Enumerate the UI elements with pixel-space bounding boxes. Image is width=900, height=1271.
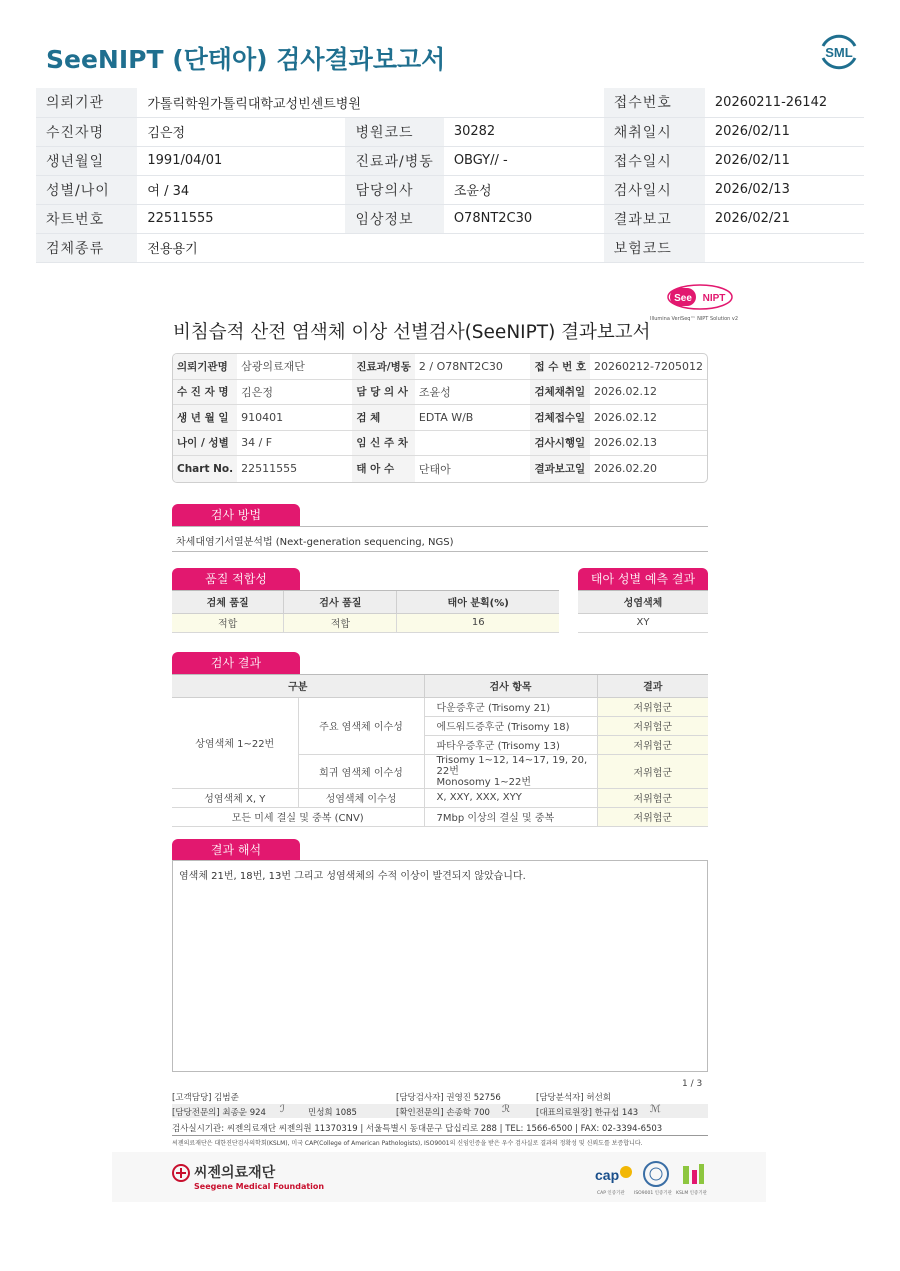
info-label: 보험코드 xyxy=(604,233,705,262)
embedded-label: 임 신 주 차 xyxy=(352,431,415,457)
embedded-value: 조윤성 xyxy=(415,380,531,406)
report-title: SeeNIPT (단태아) 검사결과보고서 xyxy=(46,45,446,74)
cap-logo-icon xyxy=(593,1160,633,1188)
result-group: 모든 미세 결실 및 중복 (CNV) xyxy=(172,807,424,826)
signature-mark: ℛ xyxy=(502,1104,510,1115)
result-section-tag: 검사 결과 xyxy=(172,652,300,674)
result-table xyxy=(172,675,708,827)
quality-section-tag: 품질 적합성 xyxy=(172,568,300,590)
info-label: 수진자명 xyxy=(36,117,137,146)
svg-text:cap: cap xyxy=(595,1167,620,1183)
info-value: 1991/04/01 xyxy=(137,146,345,175)
embedded-label: 의뢰기관명 xyxy=(173,354,237,380)
divider xyxy=(172,1135,708,1136)
info-value: O78NT2C30 xyxy=(444,204,604,233)
embedded-label: 진료과/병동 xyxy=(352,354,415,380)
result-group: 상염색체 1~22번 xyxy=(172,697,298,788)
divider xyxy=(172,526,708,527)
result-value: 저위험군 xyxy=(597,754,708,788)
result-subgroup: 성염색체 이수성 xyxy=(298,788,424,807)
embedded-label: 생 년 월 일 xyxy=(173,405,237,431)
info-label: 생년월일 xyxy=(36,146,137,175)
result-value: 저위험군 xyxy=(597,807,708,826)
iso-seal-icon xyxy=(642,1160,670,1188)
embedded-label: 결과보고일 xyxy=(530,456,590,482)
sex-header: 성염색체 xyxy=(578,591,708,613)
embedded-label: 접 수 번 호 xyxy=(530,354,590,380)
info-label: 성별/나이 xyxy=(36,175,137,204)
sex-table xyxy=(578,591,708,633)
disclaimer-text: 씨젠의료재단은 대한진단검사의학회(KSLM), 미국 CAP(College of American Pathologists), ISO9001의 신임인증을 받은 우수 검사실로 결과의 정확성 및 신뢰도를 보증합니다. xyxy=(172,1140,643,1147)
result-item xyxy=(424,754,597,788)
info-label: 차트번호 xyxy=(36,204,137,233)
result-value: 저위험군 xyxy=(597,697,708,716)
footer-text: [담당검사자] 권영진 52756 xyxy=(396,1093,501,1103)
info-label: 검사일시 xyxy=(604,175,705,204)
embedded-report-title: 비침습적 산전 염색체 이상 선별검사(SeeNIPT) 결과보고서 xyxy=(173,322,651,343)
footer-text: [담당분석자] 허선회 xyxy=(536,1093,612,1103)
info-label: 진료과/병동 xyxy=(345,146,443,175)
sex-value: XY xyxy=(578,613,708,632)
result-item: 다운증후군 (Trisomy 21) xyxy=(424,697,597,716)
info-value: 가톨릭학원가톨릭대학교성빈센트병원 xyxy=(137,88,603,117)
interpretation-text: 염색체 21번, 18번, 13번 그리고 성염색체의 수적 이상이 발견되지 않았습니다. xyxy=(179,871,526,882)
footer-row xyxy=(172,1091,708,1103)
embedded-value: 34 / F xyxy=(237,431,352,457)
cert-caption: CAP 인증기관 xyxy=(597,1191,625,1196)
iso-certification xyxy=(634,1160,672,1196)
kslm-certification xyxy=(676,1160,708,1196)
interp-section-tag: 결과 해석 xyxy=(172,839,300,861)
info-value: 여 / 34 xyxy=(137,175,345,204)
embedded-label: 담 당 의 사 xyxy=(352,380,415,406)
info-label: 검체종류 xyxy=(36,233,137,262)
info-label: 채취일시 xyxy=(604,117,705,146)
result-header: 검사 항목 xyxy=(424,675,597,697)
seenipt-logo xyxy=(666,283,734,311)
cert-caption: ISO9001 인증기관 xyxy=(634,1191,672,1196)
footer-row xyxy=(172,1122,708,1134)
embedded-label: 태 아 수 xyxy=(352,456,415,482)
embedded-value: 22511555 xyxy=(241,462,298,476)
quality-value: 적합 xyxy=(284,613,397,632)
info-value: 2026/02/11 xyxy=(705,146,864,175)
embedded-label: 검 체 xyxy=(352,405,415,431)
result-item-line: Monosomy 1~22번 xyxy=(436,776,531,788)
embedded-value: 20260212-7205012 xyxy=(590,354,707,380)
footer-text: 검사실시기관: 씨젠의료재단 씨젠의원 11370319 | 서울특별시 동대문구 답십리로 288 | TEL: 1566-6500 | FAX: 02-3394-6503 xyxy=(172,1124,663,1134)
sex-section-tag: 태아 성별 예측 결과 xyxy=(578,568,708,590)
result-item: X, XXY, XXX, XYY xyxy=(424,788,597,807)
embedded-value: 김은정 xyxy=(237,380,352,406)
result-item: 파타우증후군 (Trisomy 13) xyxy=(424,735,597,754)
info-value: 전용용기 xyxy=(137,233,603,262)
embedded-value: EDTA W/B xyxy=(415,405,531,431)
quality-value: 적합 xyxy=(172,613,284,632)
embedded-info-row xyxy=(173,405,707,431)
embedded-value: 2026.02.12 xyxy=(590,405,707,431)
embedded-info-row xyxy=(173,380,707,406)
result-subgroup: 희귀 염색체 이수성 xyxy=(298,754,424,788)
info-value: 30282 xyxy=(444,117,604,146)
seegene-korean-name: 씨젠의료재단 xyxy=(194,1165,276,1181)
page-number: 1 / 3 xyxy=(682,1079,703,1089)
info-value: OBGY// - xyxy=(444,146,604,175)
signature-mark: ℐ xyxy=(280,1104,285,1115)
embedded-info-row xyxy=(173,456,707,482)
divider xyxy=(172,551,708,552)
info-value: 2026/02/11 xyxy=(705,117,864,146)
info-label: 결과보고 xyxy=(604,204,705,233)
seegene-icon xyxy=(172,1164,190,1182)
info-label: 접수번호 xyxy=(604,88,705,117)
result-header: 결과 xyxy=(597,675,708,697)
quality-header: 태아 분획(%) xyxy=(397,591,559,613)
quality-header: 검사 품질 xyxy=(284,591,397,613)
info-label: 임상정보 xyxy=(345,204,443,233)
embedded-value xyxy=(415,431,531,457)
info-value: 2026/02/13 xyxy=(705,175,864,204)
embedded-patient-table xyxy=(172,353,708,483)
sml-logo-text: SML xyxy=(825,45,853,60)
embedded-label: 검사시행일 xyxy=(530,431,590,457)
info-label: 접수일시 xyxy=(604,146,705,175)
info-value: 조윤성 xyxy=(444,175,604,204)
kslm-logo-icon xyxy=(680,1160,706,1188)
embedded-label: 검체채취일 xyxy=(530,380,590,406)
cap-certification xyxy=(593,1160,633,1196)
quality-table xyxy=(172,591,559,633)
info-label: 담당의사 xyxy=(345,175,443,204)
result-group: 성염색체 X, Y xyxy=(172,788,298,807)
info-value: 김은정 xyxy=(137,117,345,146)
result-value: 저위험군 xyxy=(597,735,708,754)
embedded-label: 수 진 자 명 xyxy=(173,380,237,406)
quality-value: 16 xyxy=(397,613,559,632)
embedded-value: 2026.02.13 xyxy=(590,431,707,457)
info-value: 22511555 xyxy=(137,204,345,233)
embedded-value: 2 / O78NT2C30 xyxy=(415,354,531,380)
footer-text: [대표의료원장] 한규섭 143 xyxy=(536,1108,639,1118)
result-subgroup: 주요 염색체 이수성 xyxy=(298,697,424,754)
method-section-tag: 검사 방법 xyxy=(172,504,300,526)
info-value: 2026/02/21 xyxy=(705,204,864,233)
result-value: 저위험군 xyxy=(597,716,708,735)
embedded-label: 검체접수일 xyxy=(530,405,590,431)
info-label: 병원코드 xyxy=(345,117,443,146)
signature-mark: ℳ xyxy=(650,1104,661,1115)
footer-text: 민성희 1085 xyxy=(308,1108,357,1118)
cert-caption: KSLM 인증기관 xyxy=(676,1191,708,1196)
method-text: 차세대염기서열분석법 (Next-generation sequencing, NGS) xyxy=(176,537,454,548)
embedded-info-row xyxy=(173,431,707,457)
embedded-info-row xyxy=(173,354,707,380)
quality-header: 검체 품질 xyxy=(172,591,284,613)
result-item: 에드워드증후군 (Trisomy 18) xyxy=(424,716,597,735)
result-item: 7Mbp 이상의 결실 및 중복 xyxy=(424,807,597,826)
embedded-value: 삼광의료재단 xyxy=(237,354,352,380)
embedded-value: 2026.02.20 xyxy=(594,462,658,476)
footer-text: [담당전문의] 최종운 924 xyxy=(172,1108,266,1118)
illumina-caption: Illumina VeriSeq™ NIPT Solution v2 xyxy=(650,316,739,322)
seenipt-logo-see: See xyxy=(674,293,692,304)
embedded-value: 910401 xyxy=(237,405,352,431)
info-label: 의뢰기관 xyxy=(36,88,137,117)
footer-text: [확인전문의] 손종학 700 xyxy=(396,1108,490,1118)
footer-row xyxy=(172,1104,708,1118)
embedded-label: 나이 / 성별 xyxy=(173,431,237,457)
footer-text: [고객담당] 김범준 xyxy=(172,1093,239,1103)
result-item-line: Trisomy 1~12, 14~17, 19, 20, 22번 xyxy=(436,754,588,777)
embedded-value: 단태아 xyxy=(418,462,451,476)
seegene-english-name: Seegene Medical Foundation xyxy=(194,1182,325,1191)
info-value: 20260211-26142 xyxy=(705,88,864,117)
embedded-label: Chart No. xyxy=(173,456,237,482)
embedded-value: 2026.02.12 xyxy=(590,380,707,406)
seenipt-logo-nipt: NIPT xyxy=(702,293,726,304)
result-header: 구분 xyxy=(172,675,424,697)
result-value: 저위험군 xyxy=(597,788,708,807)
interpretation-box xyxy=(172,860,708,1072)
